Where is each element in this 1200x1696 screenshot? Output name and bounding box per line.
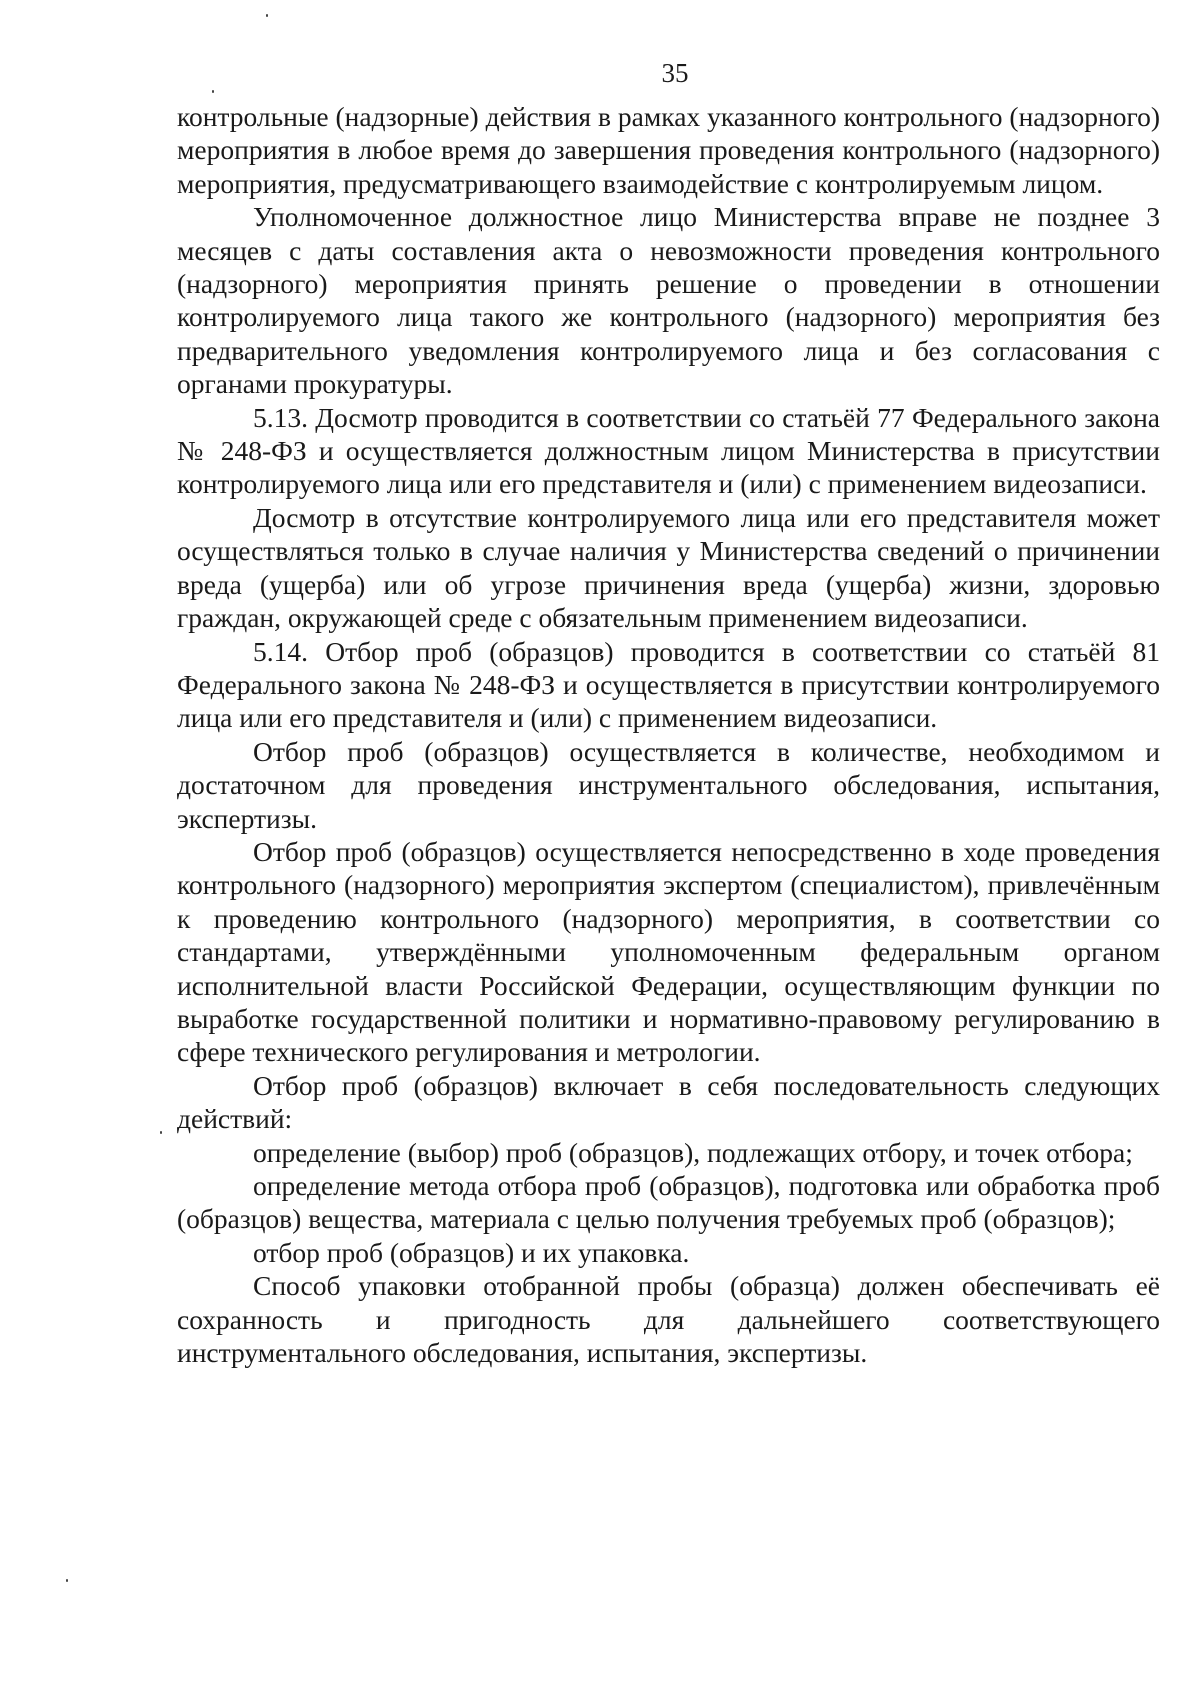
- scan-speck: [266, 14, 268, 17]
- paragraph-authorized-official: Уполномоченное должностное лицо Министерства вправе не позднее 3 месяцев с даты составления акта о невозможности проведения контрольного (надзорного) мероприятия принять решение о проведении в отношении контролируемого лица такого же контрольного (надзорного) мероприятия без предварительного уведомления контролируемого лица и без согласования с органами прокуратуры.: [177, 201, 1160, 400]
- document-body: [177, 100, 1160, 1369]
- paragraph-sampling-quantity: Отбор проб (образцов) осуществляется в количестве, необходимом и достаточном для проведения инструментального обследования, испытания, экспертизы.: [177, 735, 1160, 834]
- scan-speck: [160, 1131, 162, 1134]
- list-item-selection: определение (выбор) проб (образцов), подлежащих отбору, и точек отбора;: [253, 1136, 1133, 1168]
- paragraph-5-13-inspection: 5.13. Досмотр проводится в соответствии со статьёй 77 Федерального закона № 248-ФЗ и осуществляется должностным лицом Министерства в присутствии контролируемого лица или его представителя и (или) с применением видеозаписи.: [177, 401, 1160, 500]
- paragraph-inspection-absence: Досмотр в отсутствие контролируемого лица или его представителя может осуществляться только в случае наличия у Министерства сведений о причинении вреда (ущерба) или об угрозе причинения вреда (ущерба) жизни, здоровью граждан, окружающей среде с обязательным применением видеозаписи.: [177, 501, 1160, 634]
- scan-speck: [212, 90, 214, 93]
- paragraph-5-14-sampling: 5.14. Отбор проб (образцов) проводится в соответствии со статьёй 81 Федерального закона № 248-ФЗ и осуществляется в присутствии контролируемого лица или его представителя и (или) с применением видеозаписи.: [177, 635, 1160, 734]
- paragraph-continuation: контрольные (надзорные) действия в рамках указанного контрольного (надзорного) мероприятия в любое время до завершения проведения контрольного (надзорного) мероприятия, предусматривающего взаимодействие с контролируемым лицом.: [177, 101, 1160, 199]
- page-number: 35: [661, 58, 689, 88]
- paragraph-sampling-steps-intro: Отбор проб (образцов) включает в себя последовательность следующих действий:: [177, 1069, 1160, 1135]
- paragraph-sampling-expert: Отбор проб (образцов) осуществляется непосредственно в ходе проведения контрольного (надзорного) мероприятия экспертом (специалистом), привлечённым к проведению контрольного (надзорного) мероприятия, в соответствии со стандартами, утверждёнными уполномоченным федеральным органом исполнительной власти Российской Федерации, осуществляющим функции по выработке государственной политики и нормативно-правовому регулированию в сфере технического регулирования и метрологии.: [177, 835, 1160, 1068]
- list-item-method: определение метода отбора проб (образцов), подготовка или обработка проб (образцов) вещества, материала с целью получения требуемых проб (образцов);: [177, 1170, 1160, 1235]
- paragraph-packaging-method: Способ упаковки отобранной пробы (образца) должен обеспечивать её сохранность и пригодность для дальнейшего соответствующего инструментального обследования, испытания, экспертизы.: [177, 1270, 1160, 1369]
- list-item-packaging: отбор проб (образцов) и их упаковка.: [253, 1236, 690, 1268]
- scan-speck: [66, 1579, 68, 1582]
